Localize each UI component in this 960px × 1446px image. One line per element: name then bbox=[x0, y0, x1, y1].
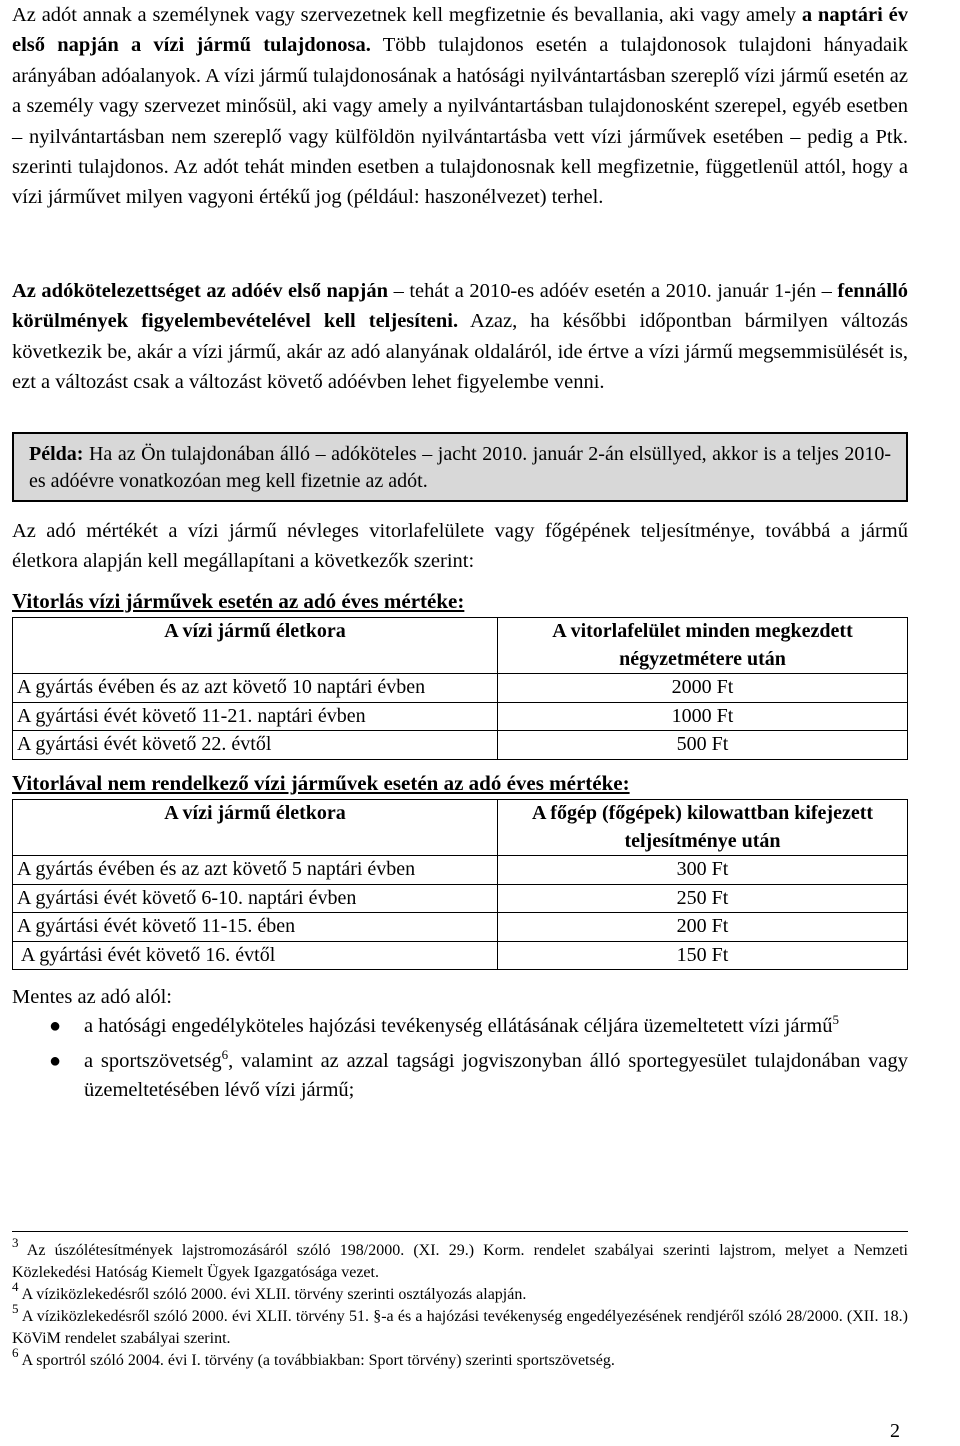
text-run: Az adót annak a személynek vagy szervezetnek kell megfizetnie és bevallania, aki vagy amely bbox=[12, 4, 802, 26]
table-cell: A gyártási évét követő 16. évtől bbox=[13, 941, 498, 970]
text-run: – tehát a 2010-es adóév esetén a 2010. január 1-jén – bbox=[388, 280, 838, 302]
motor-rate-table bbox=[12, 799, 908, 970]
bullet-icon: ● bbox=[49, 1050, 62, 1072]
bold-text-run: a naptári év első napján a vízi jármű tulajdonosa. bbox=[12, 4, 908, 57]
sail-section-title bbox=[12, 588, 908, 614]
example-text bbox=[29, 441, 891, 495]
footnote bbox=[12, 1301, 908, 1350]
table-cell: 250 Ft bbox=[498, 884, 908, 913]
list-item-text: a sportszövetség bbox=[84, 1050, 222, 1072]
table-cell: A gyártás évében és az azt követő 10 naptári évben bbox=[13, 674, 498, 703]
list-item-text: , valamint az azzal tagsági jogviszonyban álló sportegyesület tulajdonában vagy üzemeltetésében lévő vízi jármű; bbox=[84, 1050, 909, 1101]
footnote-text: Az úszólétesítmények lajstromozásáról szóló 198/2000. (XI. 29.) Korm. rendelet szabályai szerinti lajstrom, melyet a Nemzeti Közlekedési Hatóság Kiemelt Ügyek Igazgatósága vezet. bbox=[12, 1242, 908, 1281]
section-title-text: Vitorlával nem rendelkező vízi járművek esetén az adó éves mértéke: bbox=[12, 771, 630, 795]
text-run: Ha az Ön tulajdonában álló – adóköteles – jacht 2010. január 2-án elsüllyed, akkor is a teljes 2010-es adóévre vonatkozóan meg kell fizetnie az adót. bbox=[29, 443, 891, 492]
footnote-ref: 6 bbox=[221, 1047, 229, 1062]
footnotes bbox=[12, 1235, 908, 1372]
table-cell: A gyártási évét követő 22. évtől bbox=[13, 731, 498, 760]
table-row bbox=[13, 856, 908, 885]
table-cell: 1000 Ft bbox=[498, 702, 908, 731]
paragraph-obligation bbox=[12, 276, 908, 398]
list-item bbox=[12, 1047, 908, 1105]
table-cell: A gyártási évét követő 6-10. naptári évben bbox=[13, 884, 498, 913]
table-row bbox=[13, 674, 908, 703]
table-cell: 300 Ft bbox=[498, 856, 908, 885]
sail-rate-table bbox=[12, 617, 908, 760]
footnote-text: A víziközlekedésről szóló 2000. évi XLII. törvény 51. §-a és a hajózási tevékenység engedélyezésének rendjéről szóló 28/2000. (XII. 18.) KöViM rendelet szabályai szerint. bbox=[12, 1308, 908, 1347]
footnote-text: A víziközlekedésről szóló 2000. évi XLII. törvény szerinti osztályozás alapján. bbox=[18, 1286, 527, 1303]
bullet-icon: ● bbox=[49, 1015, 62, 1037]
table-header-row bbox=[13, 800, 908, 856]
footnote bbox=[12, 1279, 908, 1306]
table-row bbox=[13, 702, 908, 731]
table-cell: 500 Ft bbox=[498, 731, 908, 760]
exempt-title: Mentes az adó alól: bbox=[12, 986, 172, 1008]
text-run: Több tulajdonos esetén a tulajdonosok tulajdoni hányadaik arányában adóalanyok. A vízi jármű tulajdonosának a hatósági nyilvántartásban szereplő vízi jármű esetén az a személy vagy szervezet minősül, aki vagy amely a nyilvántartásban tulajdonosként szerepel, egyéb esetben – nyilvántartásban nem szereplő vagy külföldön nyilvántartásba vett vízi járművek esetében – pedig a Ptk. szerinti tulajdonos. Az adót tehát minden esetben a tulajdonosnak kell megfizetnie, függetlenül attól, hogy a vízi járművet milyen vagyoni értékű jog (például: haszonélvezet) terhel. bbox=[12, 34, 909, 209]
footnote-number: 5 bbox=[12, 1301, 19, 1316]
table-row bbox=[13, 941, 908, 970]
footnote-number: 3 bbox=[12, 1235, 19, 1250]
table-cell: A gyártási évét követő 11-21. naptári évben bbox=[13, 702, 498, 731]
bold-text-run: fennálló körülmények figyelembevételével kell teljesíteni. bbox=[12, 280, 908, 333]
header-cell: A vízi jármű életkora bbox=[13, 800, 498, 856]
footnote-number: 4 bbox=[12, 1279, 19, 1294]
table-cell: A gyártási évét követő 11-15. ében bbox=[13, 913, 498, 942]
footnote-divider bbox=[12, 1231, 908, 1232]
table-header-row bbox=[13, 618, 908, 674]
table-row bbox=[13, 731, 908, 760]
bold-text-run: Az adókötelezettséget az adóév első napján bbox=[12, 280, 389, 302]
table-cell: 2000 Ft bbox=[498, 674, 908, 703]
motor-section-title bbox=[12, 770, 908, 796]
header-cell: A vízi jármű életkora bbox=[13, 618, 498, 674]
list-item-text: a hatósági engedélyköteles hajózási tevékenység ellátásának céljára üzemeltetett vízi jármű bbox=[84, 1015, 833, 1037]
header-cell: A főgép (főgépek) kilowattban kifejezett teljesítménye után bbox=[498, 800, 908, 856]
footnote bbox=[12, 1345, 908, 1372]
footnote-ref: 5 bbox=[832, 1012, 839, 1027]
example-box bbox=[12, 432, 908, 502]
page-number: 2 bbox=[890, 1420, 900, 1442]
table-row bbox=[13, 913, 908, 942]
footnote-number: 6 bbox=[12, 1345, 19, 1360]
footnote bbox=[12, 1235, 908, 1284]
list-item bbox=[12, 1012, 908, 1041]
table-cell: A gyártás évében és az azt követő 5 naptári évben bbox=[13, 856, 498, 885]
section-title-text: Vitorlás vízi járművek esetén az adó éves mértéke: bbox=[12, 589, 465, 613]
header-cell: A vitorlafelület minden megkezdett négyzetmétere után bbox=[498, 618, 908, 674]
table-cell: 200 Ft bbox=[498, 913, 908, 942]
footnote-text: A sportról szóló 2004. évi I. törvény (a továbbiakban: Sport törvény) szerinti sportszövetség. bbox=[18, 1352, 615, 1369]
paragraph-taxpayer bbox=[12, 0, 908, 213]
exempt-list bbox=[12, 1012, 908, 1105]
text-run: Azaz, ha későbbi időpontban bármilyen változás következik be, akár a vízi jármű, akár az adó alanyának oldaláról, ide értve a vízi jármű megsemmisülését is, ezt a változást csak a változást követő adóévben lehet figyelembe venni. bbox=[12, 310, 909, 394]
table-cell: 150 Ft bbox=[498, 941, 908, 970]
example-label: Példa: bbox=[29, 443, 84, 465]
table-row bbox=[13, 884, 908, 913]
paragraph-rate-basis: Az adó mértékét a vízi jármű névleges vitorlafelülete vagy főgépének teljesítménye, továbbá a jármű életkora alapján kell megállapítani a következők szerint: bbox=[12, 520, 908, 573]
